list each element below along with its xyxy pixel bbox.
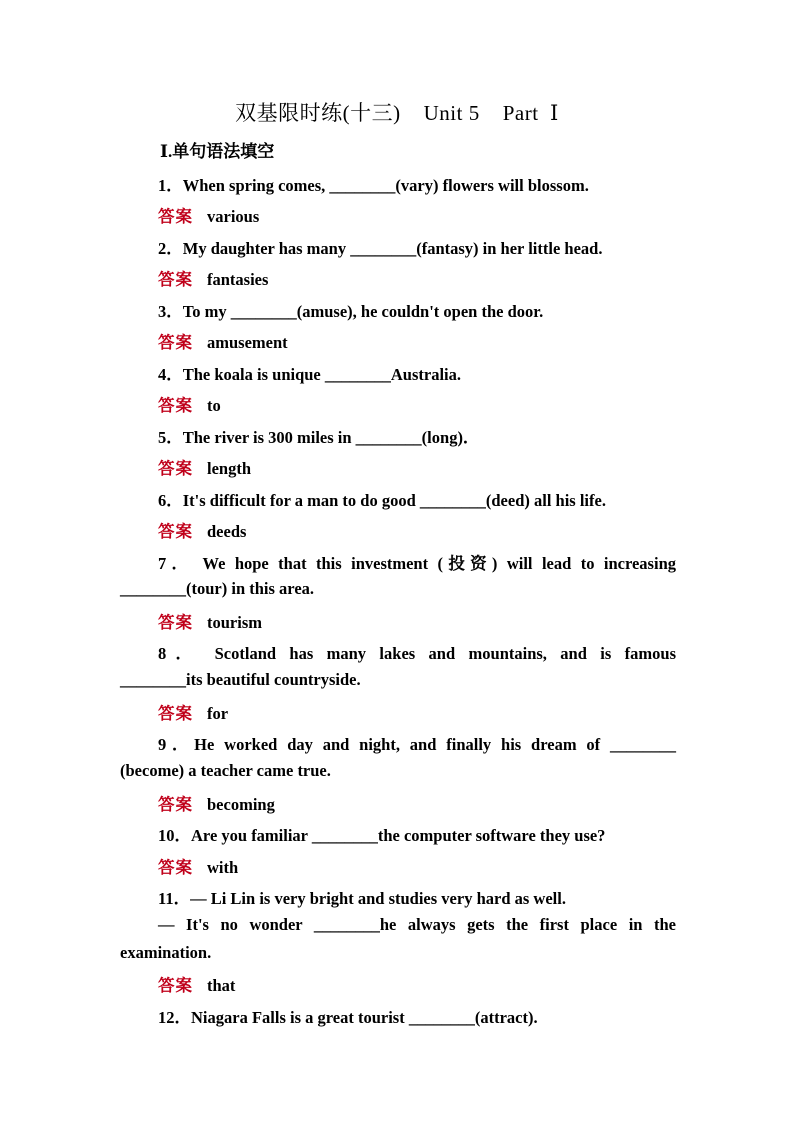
answer-label: 答案 [158,613,193,632]
answer-7 [158,609,262,633]
question-6: 6．It's difficult for a man to do good ________(deed) all his life. [158,491,606,510]
question-1: 1．When spring comes, ________(vary) flowers will blossom. [158,176,589,195]
answer-text: deeds [207,522,247,541]
answer-label: 答案 [158,858,193,877]
question-11-line-2: — It's no wonder ________he always gets the first place in the [158,915,676,934]
section-heading: Ⅰ.单句语法填空 [160,142,275,161]
question-5: 5．The river is 300 miles in ________(long)． [158,428,480,447]
answer-4 [158,392,221,416]
question-3: 3．To my ________(amuse), he couldn't open the door. [158,302,544,321]
answer-9 [158,791,275,815]
answer-label: 答案 [158,522,193,541]
answer-1 [158,203,259,227]
answer-text: to [207,396,221,415]
answer-label: 答案 [158,976,193,995]
answer-label: 答案 [158,207,193,226]
answer-6 [158,518,246,542]
page-title: 双基限时练(十三) Unit 5 Part Ⅰ [235,101,559,125]
answer-text: tourism [207,613,262,632]
answer-text: that [207,976,236,995]
answer-text: becoming [207,795,275,814]
answer-text: amusement [207,333,288,352]
question-10: 10．Are you familiar ________the computer software they use? [158,826,606,845]
answer-11 [158,972,235,996]
answer-text: with [207,858,239,877]
answer-text: various [207,207,260,226]
answer-label: 答案 [158,459,193,478]
question-11-line-3: examination. [120,943,212,962]
answer-label: 答案 [158,396,193,415]
answer-text: fantasies [207,270,269,289]
question-7-line-1: 7． We hope that this investment (投资) will lead to increasing [158,554,676,573]
question-12: 12．Niagara Falls is a great tourist ________(attract). [158,1008,538,1027]
answer-8 [158,700,228,724]
answer-label: 答案 [158,333,193,352]
question-4: 4．The koala is unique ________Australia. [158,365,462,384]
answer-text: for [207,704,229,723]
question-11-line-1: 11．— Li Lin is very bright and studies very hard as well. [158,889,566,908]
answer-10 [158,854,238,878]
question-9-line-1: 9．He worked day and night, and finally his dream of ________ [158,735,676,754]
question-9-line-2: (become) a teacher came true. [120,761,331,780]
answer-label: 答案 [158,795,193,814]
question-2: 2．My daughter has many ________(fantasy) in her little head. [158,239,603,258]
question-7-line-2: ________(tour) in this area. [120,579,315,598]
answer-2 [158,266,268,290]
answer-text: length [207,459,252,478]
question-8-line-2: ________its beautiful countryside. [120,670,361,689]
answer-label: 答案 [158,270,193,289]
question-8-line-1: 8． Scotland has many lakes and mountains, and is famous [158,644,676,663]
answer-3 [158,329,288,353]
answer-5 [158,455,251,479]
answer-label: 答案 [158,704,193,723]
